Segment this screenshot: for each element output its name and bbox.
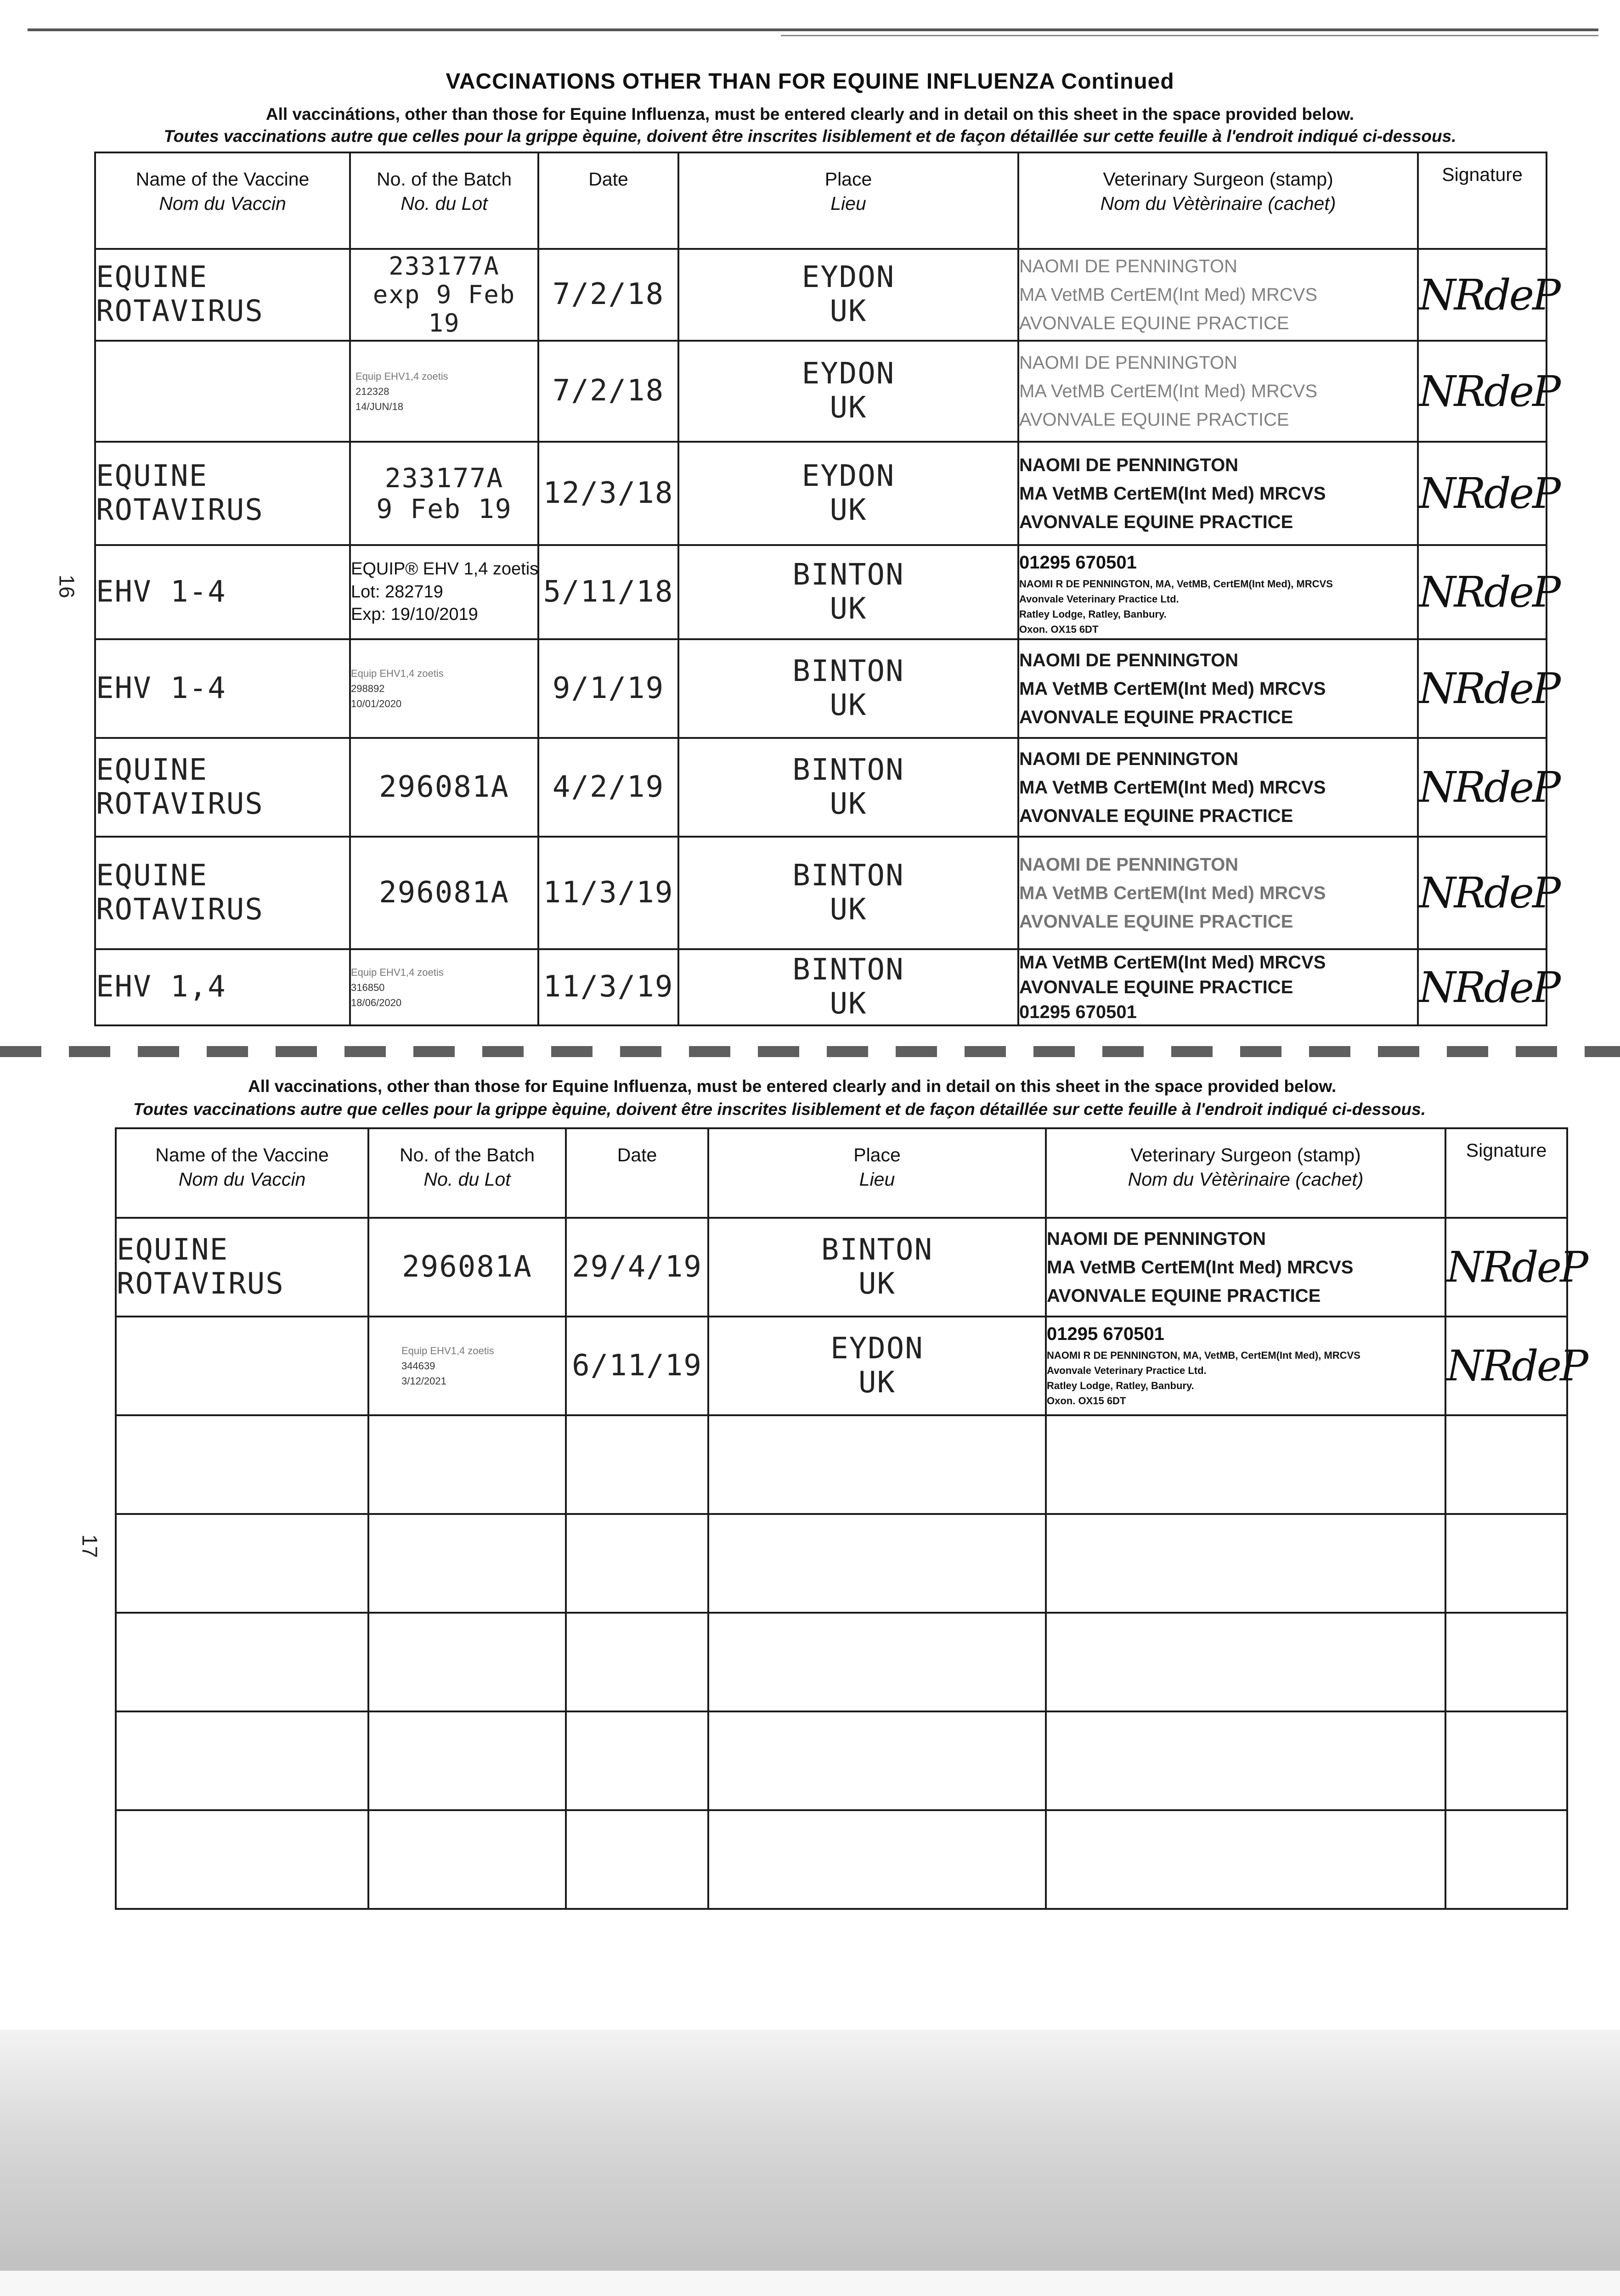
batch-cell: 296081A [350,837,538,949]
table-row [116,1218,1567,1317]
vet-stamp: NAOMI DE PENNINGTON MA VetMB CertEM(Int Med) MRCVS AVONVALE EQUINE PRACTICE [1018,442,1418,545]
date-cell: 7/2/18 [538,341,678,442]
batch-cell: 296081A [368,1218,566,1317]
place-cell: EYDON UK [708,1317,1046,1415]
signature-cell: NRdeP [1418,545,1547,639]
date-cell: 5/11/18 [538,545,678,639]
table-row [95,442,1547,545]
header-vaccine: Name of the Vaccine Nom du Vaccin [95,152,350,249]
place-cell: BINTON UK [678,837,1018,949]
date-cell: 11/3/19 [538,837,678,949]
place-cell: EYDON UK [678,341,1018,442]
date-cell: 7/2/18 [538,249,678,341]
header-batch: No. of the Batch No. du Lot [368,1128,566,1218]
header-signature: Signature [1445,1128,1567,1218]
header-batch: No. of the Batch No. du Lot [350,152,538,249]
batch-label-sticker: EQUIP® EHV 1,4 zoetis Lot: 282719 Exp: 19/10/2019 [350,545,538,639]
vaccine-cell [116,1317,368,1415]
table-row [116,1711,1567,1810]
table-row [116,1514,1567,1613]
vaccine-cell: EQUINE ROTAVIRUS [95,738,350,837]
header-date: Date [538,152,678,249]
signature-cell: NRdeP [1418,341,1547,442]
vet-stamp: 01295 670501 NAOMI R DE PENNINGTON, MA, VetMB, CertEM(Int Med), MRCVS Avonvale Veterinary Practice Ltd. Ratley Lodge, Ratley, Banbury. Oxon. OX15 6DT [1018,545,1418,639]
place-cell: BINTON UK [678,738,1018,837]
signature-cell: NRdeP [1418,442,1547,545]
signature-cell: NRdeP [1445,1218,1567,1317]
vaccine-cell: EQUINE ROTAVIRUS [116,1218,368,1317]
table-row [95,545,1547,639]
signature-cell: NRdeP [1445,1317,1567,1415]
vet-stamp: NAOMI DE PENNINGTON MA VetMB CertEM(Int Med) MRCVS AVONVALE EQUINE PRACTICE [1018,738,1418,837]
vet-stamp: NAOMI DE PENNINGTON MA VetMB CertEM(Int Med) MRCVS AVONVALE EQUINE PRACTICE [1018,837,1418,949]
batch-label-sticker: Equip EHV1,4 zoetis 316850 18/06/2020 [350,949,538,1025]
page-number-17: 17 [78,1534,102,1558]
place-cell: BINTON UK [678,545,1018,639]
batch-cell: 233177A 9 Feb 19 [350,442,538,545]
table-row [116,1415,1567,1514]
header-date: Date [566,1128,708,1218]
signature-cell: NRdeP [1418,639,1547,738]
signature-cell: NRdeP [1418,837,1547,949]
table-row [95,249,1547,341]
date-cell: 29/4/19 [566,1218,708,1317]
date-cell: 6/11/19 [566,1317,708,1415]
vet-stamp: NAOMI DE PENNINGTON MA VetMB CertEM(Int Med) MRCVS AVONVALE EQUINE PRACTICE [1018,249,1418,341]
batch-label-sticker: Equip EHV1,4 zoetis 212328 14/JUN/18 [350,341,538,442]
table-row [116,1613,1567,1711]
signature-cell: NRdeP [1418,949,1547,1025]
intro-french-2: Toutes vaccinations autre que celles pour la grippe èquine, doivent être inscrites lisiblement et de façon détaillée sur cette feuille à l'endroit indiqué ci-dessous. [133,1100,1426,1119]
table-row [95,949,1547,1025]
vaccine-cell [95,341,350,442]
table-row [116,1810,1567,1909]
header-vet: Veterinary Surgeon (stamp) Nom du Vètèrinaire (cachet) [1018,152,1418,249]
vet-stamp: NAOMI DE PENNINGTON MA VetMB CertEM(Int Med) MRCVS AVONVALE EQUINE PRACTICE [1018,639,1418,738]
intro-english-2: All vaccinations, other than those for Equine Influenza, must be entered clearly and in detail on this sheet in the space provided below. [248,1077,1337,1096]
place-cell: BINTON UK [678,949,1018,1025]
header-place: Place Lieu [678,152,1018,249]
header-vet: Veterinary Surgeon (stamp) Nom du Vètèrinaire (cachet) [1046,1128,1445,1218]
batch-cell: 233177A exp 9 Feb 19 [350,249,538,341]
place-cell: BINTON UK [678,639,1018,738]
vaccine-cell: EHV 1,4 [95,949,350,1025]
vaccine-cell: EQUINE ROTAVIRUS [95,442,350,545]
vaccine-cell: EHV 1-4 [95,639,350,738]
vet-stamp: NAOMI DE PENNINGTON MA VetMB CertEM(Int Med) MRCVS AVONVALE EQUINE PRACTICE [1046,1218,1445,1317]
signature-cell: NRdeP [1418,738,1547,837]
scan-shadow [0,2030,1620,2296]
header-signature: Signature [1418,152,1547,249]
page-divider [0,1046,1620,1057]
place-cell: EYDON UK [678,249,1018,341]
table-row [116,1317,1567,1415]
table-row [95,341,1547,442]
vaccine-cell: EQUINE ROTAVIRUS [95,837,350,949]
intro-english: All vaccinátions, other than those for Equine Influenza, must be entered clearly and in detail on this sheet in the space provided below. [265,105,1355,124]
place-cell: EYDON UK [678,442,1018,545]
header-vaccine: Name of the Vaccine Nom du Vaccin [116,1128,368,1218]
place-cell: BINTON UK [708,1218,1046,1317]
page-title: VACCINATIONS OTHER THAN FOR EQUINE INFLUENZA Continued [446,69,1174,94]
batch-cell: 296081A [350,738,538,837]
signature-cell: NRdeP [1418,249,1547,341]
vaccine-cell: EHV 1-4 [95,545,350,639]
vet-stamp: NAOMI DE PENNINGTON MA VetMB CertEM(Int Med) MRCVS AVONVALE EQUINE PRACTICE [1018,341,1418,442]
table-row [95,837,1547,949]
date-cell: 11/3/19 [538,949,678,1025]
batch-label-sticker: Equip EHV1,4 zoetis 344639 3/12/2021 [368,1317,566,1415]
date-cell: 4/2/19 [538,738,678,837]
vaccination-table-2 [115,1127,1587,1910]
vet-stamp: 01295 670501 NAOMI R DE PENNINGTON, MA, VetMB, CertEM(Int Med), MRCVS Avonvale Veterinary Practice Ltd. Ratley Lodge, Ratley, Banbury. Oxon. OX15 6DT [1046,1317,1445,1415]
batch-label-sticker: Equip EHV1,4 zoetis 298892 10/01/2020 [350,639,538,738]
intro-french: Toutes vaccinations autre que celles pour la grippe èquine, doivent être inscrites lisiblement et de façon détaillée sur cette feuille à l'endroit indiqué ci-dessous. [164,127,1456,146]
top-rule-secondary [781,35,1598,36]
page-number-16: 16 [55,574,79,598]
table-row [95,738,1547,837]
vet-stamp: MA VetMB CertEM(Int Med) MRCVS AVONVALE EQUINE PRACTICE 01295 670501 [1018,949,1418,1025]
vaccine-cell: EQUINE ROTAVIRUS [95,249,350,341]
top-rule [28,28,1598,31]
vaccination-table-1 [94,152,1559,1026]
date-cell: 9/1/19 [538,639,678,738]
header-place: Place Lieu [708,1128,1046,1218]
date-cell: 12/3/18 [538,442,678,545]
table-row [95,639,1547,738]
scan-edge [0,2271,1620,2296]
